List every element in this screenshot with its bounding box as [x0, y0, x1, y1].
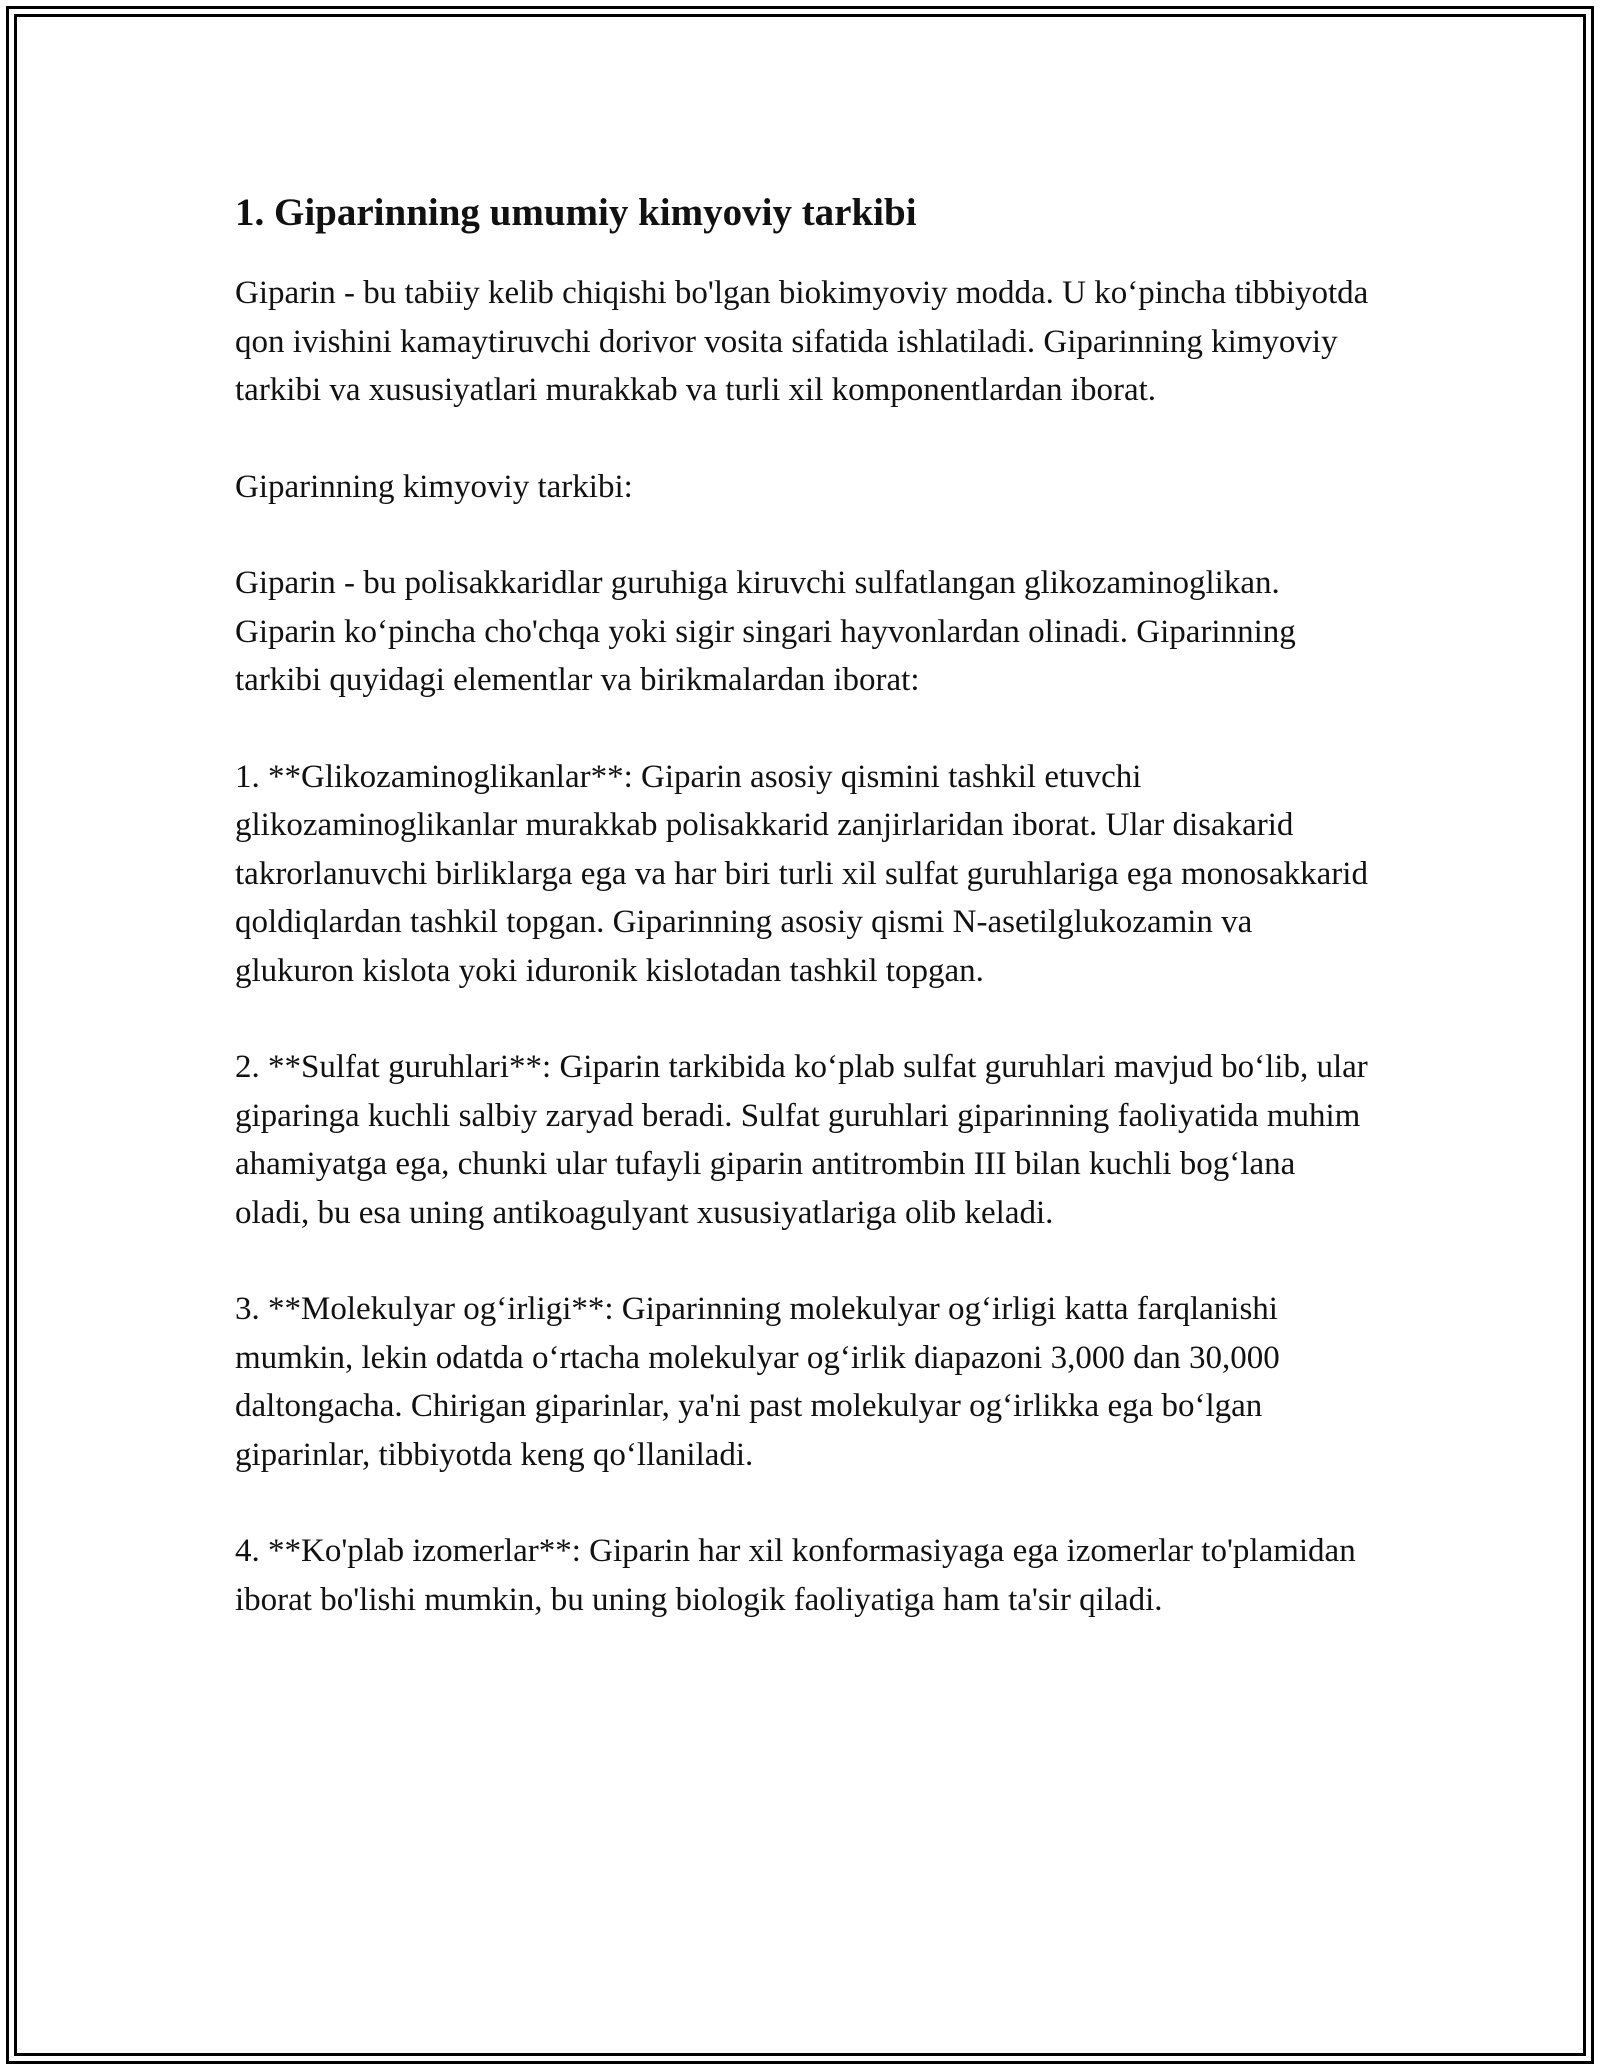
- composition-paragraph: Giparin - bu polisakkaridlar guruhiga kiruvchi sulfatlangan glikozaminoglikan. Giparin ko‘pincha cho'chqa yoki sigir singari hayvonlardan olinadi. Giparinning tarkibi quyidagi elementlar va birikmalardan iborat:: [235, 565, 1296, 698]
- composition-label: Giparinning kimyoviy tarkibi:: [235, 468, 633, 505]
- intro-paragraph: Giparin - bu tabiiy kelib chiqishi bo'lgan biokimyoviy modda. U ko‘pincha tibbiyotda qon ivishini kamaytiruvchi dorivor vosita sifatida ishlatiladi. Giparinning kimyoviy tarkibi va xususiyatlari murakkab va turli xil komponentlardan iborat.: [235, 275, 1369, 408]
- list-item-isomers: 4. **Ko'plab izomerlar**: Giparin har xil konformasiyaga ega izomerlar to'plamidan iborat bo'lishi mumkin, bu uning biologik faoliyatiga ham ta'sir qiladi.: [235, 1533, 1356, 1618]
- section-heading: 1. Giparinning umumiy kimyoviy tarkibi: [235, 191, 917, 234]
- list-item-sulfate-groups: 2. **Sulfat guruhlari**: Giparin tarkibida ko‘plab sulfat guruhlari mavjud bo‘lib, ular giparinga kuchli salbiy zaryad beradi. Sulfat guruhlari giparinning faoliyatida muhim ahamiyatga ega, chunki ular tufayli giparin antitrombin III bilan kuchli bog‘lana oladi, bu esa uning antikoagulyant xususiyatlariga olib keladi.: [235, 1049, 1368, 1231]
- list-item-glycosaminoglycans: 1. **Glikozaminoglikanlar**: Giparin asosiy qismini tashkil etuvchi glikozaminoglikanlar murakkab polisakkarid zanjirlaridan iborat. Ular disakarid takrorlanuvchi birliklarga ega va har biri turli xil sulfat guruhlariga ega monosakkarid qoldiqlardan tashkil topgan. Giparinning asosiy qismi N-asetilglukozamin va glukuron kislota yoki iduronik kislotadan tashkil topgan.: [235, 758, 1368, 989]
- list-item-molecular-weight: 3. **Molekulyar og‘irligi**: Giparinning molekulyar og‘irligi katta farqlanishi mumkin, lekin odatda o‘rtacha molekulyar og‘irlik diapazoni 3,000 dan 30,000 daltongacha. Chirigan giparinlar, ya'ni past molekulyar og‘irlikka ega bo‘lgan giparinlar, tibbiyotda keng qo‘llaniladi.: [235, 1291, 1280, 1473]
- document-body: [235, 185, 1370, 1672]
